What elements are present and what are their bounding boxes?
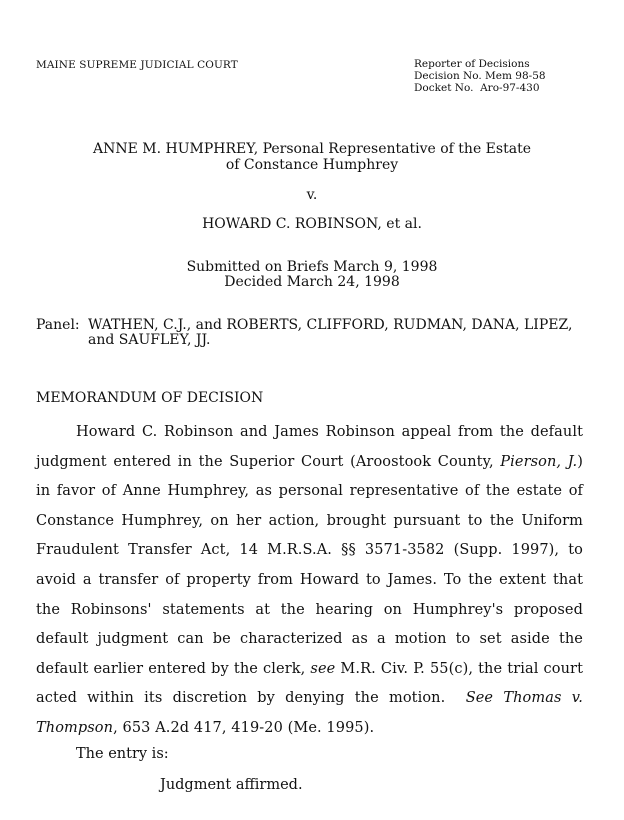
decided-date: Decided March 24, 1998 [224, 274, 400, 290]
reporter-block [414, 58, 546, 94]
memorandum-body [36, 418, 588, 744]
panel-line-1: WATHEN, C.J., and ROBERTS, CLIFFORD, RUDMAN, DANA, LIPEZ, [88, 317, 573, 333]
body-segment: , 653 A.2d 417, 419-20 (Me. 1995). [113, 719, 375, 736]
case-caption-plaintiff [0, 141, 624, 173]
signal-see: see [310, 660, 336, 677]
body-segment: Howard C. Robinson and James Robinson appeal from the default judgment entered in the Superior Court (Aroostook County, [36, 424, 583, 470]
plaintiff-line-1: ANNE M. HUMPHREY, Personal Representative of the Estate [93, 141, 531, 157]
judge-name: Pierson, J. [500, 453, 578, 470]
memorandum-heading: MEMORANDUM OF DECISION [36, 390, 264, 406]
decision-dates [0, 260, 624, 290]
docket-number: Docket No. Aro-97-430 [414, 82, 540, 94]
disposition: Judgment affirmed. [160, 777, 303, 793]
submitted-date: Submitted on Briefs March 9, 1998 [186, 259, 438, 275]
case-caption-defendant: HOWARD C. ROBINSON, et al. [202, 216, 422, 232]
panel-judges [88, 318, 572, 348]
panel-line-2: and SAUFLEY, JJ. [88, 332, 211, 348]
reporter-of-decisions: Reporter of Decisions [414, 58, 530, 70]
body-segment: ) in favor of Anne Humphrey, as personal representative of the estate of Constance Humphrey, on her action, brought pursuant to the Uniform Fraudulent Transfer Act, 14 M.R.S.A. §§ 3571-3582 (Supp. 1997), to avoid a transfer of property from Howard to James. To the extent that the Robinsons' statements at the hearing on Humphrey's proposed default judgment can be characterized as a motion to set aside the default earlier entered by the clerk, [36, 453, 584, 677]
body-segment: M.R. Civ. P. 55(c), the trial court acted within its discretion by denying the motion. [36, 660, 588, 707]
entry-label: The entry is: [76, 746, 169, 762]
decision-number: Decision No. Mem 98-58 [414, 70, 546, 82]
panel-label: Panel: [36, 317, 80, 333]
panel [36, 318, 572, 348]
case-citation: See Thomas v. Thompson [36, 690, 583, 736]
court-name: MAINE SUPREME JUDICIAL COURT [36, 59, 238, 71]
plaintiff-line-2: of Constance Humphrey [225, 157, 399, 173]
versus: v. [306, 187, 318, 203]
